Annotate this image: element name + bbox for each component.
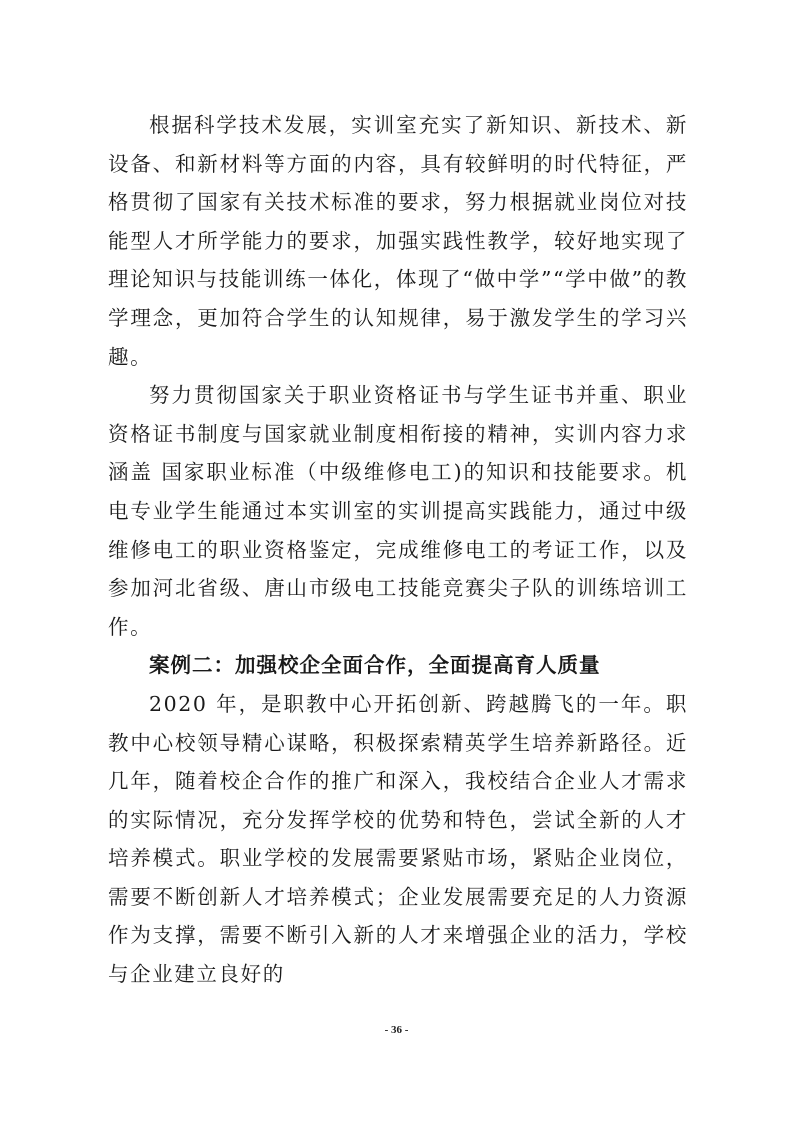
paragraph-certification: 努力贯彻国家关于职业资格证书与学生证书并重、职业资格证书制度与国家就业制度相衔接的精神，实训内容力求涵盖 国家职业标准（中级维修电工)的知识和技能要求。机电专业学生能通过本实训室的实训提高实践能力，通过中级维修电工的职业资格鉴定，完成维修电工的考证工作，以及参加河北省级、唐山市级电工技能竞赛尖子队的训练培训工作。 [108,383,688,639]
section-heading-case-two: 案例二：加强校企全面合作，全面提高育人质量 [149,653,601,678]
page-number: - 36 - [384,1024,409,1036]
paragraph-school-enterprise: 2020 年，是职教中心开拓创新、跨越腾飞的一年。职教中心校领导精心谋略，积极探索精英学生培养新路径。近几年，随着校企合作的推广和深入，我校结合企业人才需求的实际情况，充分发挥学校的优势和特色，尝试全新的人才培养模式。职业学校的发展需要紧贴市场，紧贴企业岗位，需要不断创新人才培养模式；企业发展需要充足的人力资源作为支撑，需要不断引入新的人才来增强企业的活力，学校与企业建立良好的 [108,691,688,987]
document-body [108,106,688,994]
paragraph-training-room-content: 根据科学技术发展，实训室充实了新知识、新技术、新设备、和新材料等方面的内容，具有较鲜明的时代特征，严格贯彻了国家有关技术标准的要求，努力根据就业岗位对技能型人才所学能力的要求，加强实践性教学，较好地实现了理论知识与技能训练一体化，体现了“做中学”“学中做”的教学理念，更加符合学生的认知规律，易于激发学生的学习兴趣。 [108,113,688,369]
